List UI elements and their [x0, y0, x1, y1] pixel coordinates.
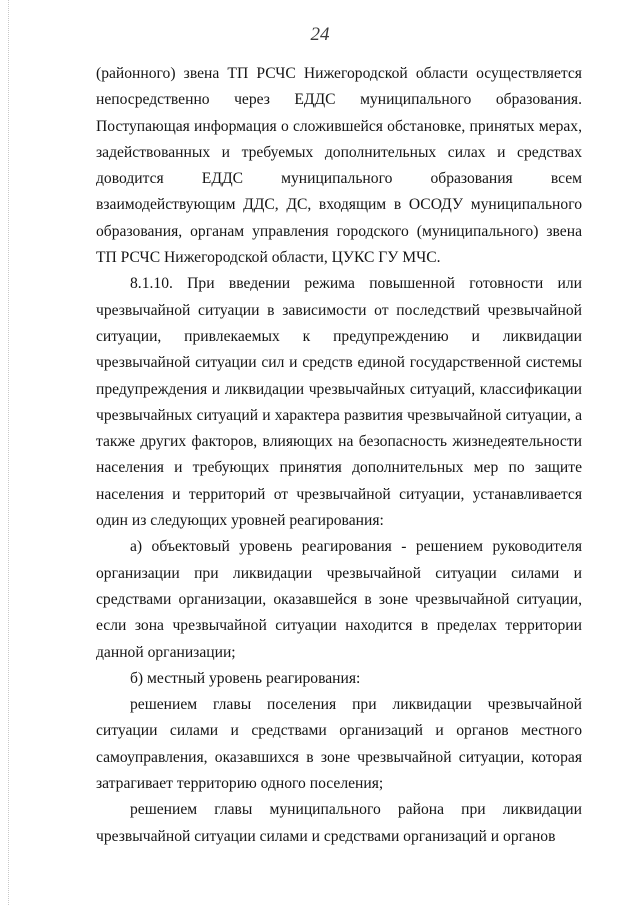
paragraph-continuation: (районного) звена ТП РСЧС Нижегородской области осуществляется непосредственно через ЕДДС муниципального образования. Поступающая информация о сложившейся обстановке, принятых мерах, задействованных и требуемых дополнительных силах и средствах доводится ЕДДС муниципального образования всем взаимодействующим ДДС, ДС, входящим в ОСОДУ муниципального образования, органам управления городского (муниципального) звена ТП РСЧС Нижегородской области, ЦУКС ГУ МЧС.	[96, 65, 582, 267]
paragraph-item-b: б) местный уровень реагирования:	[130, 669, 361, 687]
scan-edge-line	[8, 0, 9, 905]
paragraph-8-1-10: 8.1.10. При введении режима повышенной готовности или чрезвычайной ситуации в зависимости от последствий чрезвычайной ситуации, привлекаемых к предупреждению и ликвидации чрезвычайной ситуации сил и средств единой государственной системы предупреждения и ликвидации чрезвычайных ситуаций, классификации чрезвычайных ситуаций и характера развития чрезвычайной ситуации, а также других факторов, влияющих на безопасность жизнедеятельности населения и требующих принятия дополнительных мер по защите населения и территорий от чрезвычайной ситуации, устанавливается один из следующих уровней реагирования:	[96, 275, 582, 530]
paragraph-settlement-head: решением главы поселения при ликвидации чрезвычайной ситуации силами и средствами организаций и органов местного самоуправления, оказавшихся в зоне чрезвычайной ситуации, которая затрагивает территорию одного поселения;	[96, 696, 582, 793]
paragraph-item-a: а) объектовый уровень реагирования - решением руководителя организации при ликвидации чрезвычайной ситуации силами и средствами организации, оказавшейся в зоне чрезвычайной ситуации, если зона чрезвычайной ситуации находится в пределах территории данной организации;	[96, 538, 582, 661]
document-body	[96, 61, 582, 850]
paragraph-district-head: решением главы муниципального района при ликвидации чрезвычайной ситуации силами и средствами организаций и органов	[96, 801, 582, 845]
page-number: 24	[310, 24, 330, 45]
